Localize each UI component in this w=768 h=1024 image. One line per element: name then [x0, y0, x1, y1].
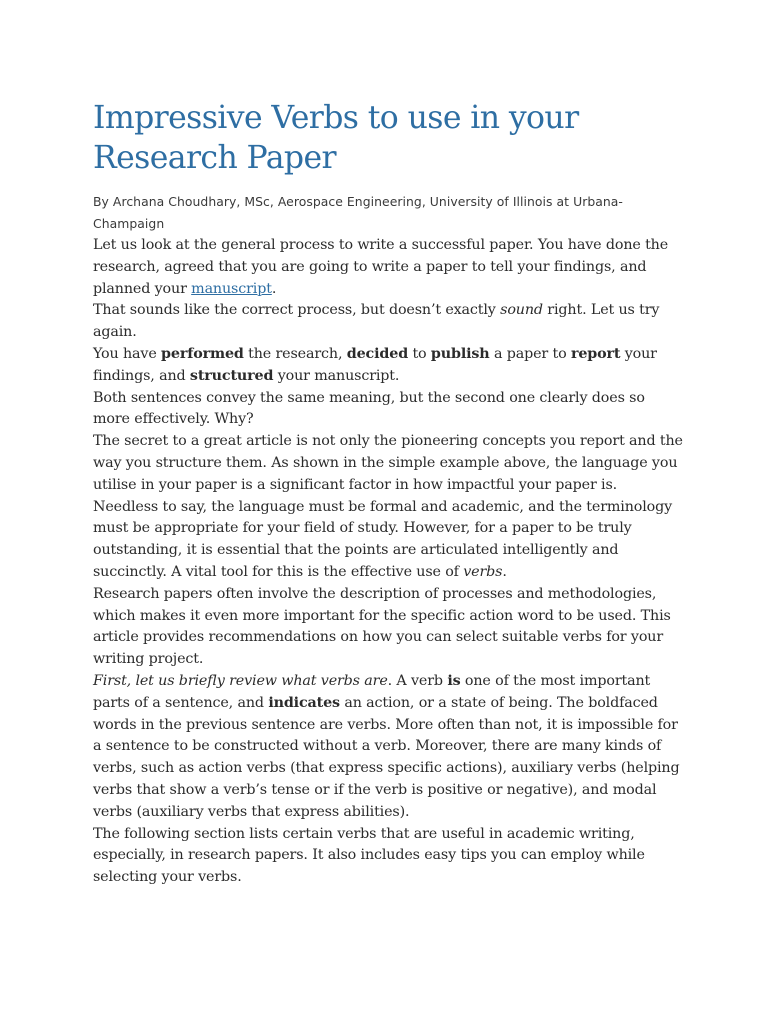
paragraph-text: a paper to — [489, 345, 571, 362]
bold-verb: indicates — [268, 694, 340, 711]
paragraph-text: your manuscript. — [273, 367, 400, 384]
paragraph-text: . — [271, 280, 277, 297]
paragraph-text: your findings, and — [93, 345, 657, 384]
paragraph-text: one of the most important parts of a sentence, and — [93, 672, 651, 711]
bold-verb: structured — [189, 367, 274, 384]
paragraph-text: right. Let us try again. — [93, 302, 660, 341]
author-byline: By Archana Choudhary, MSc, Aerospace Engineering, University of Illinois at Urbana-Champaign — [93, 194, 623, 231]
paragraph-text: Let us look at the general process to write a successful paper. You have done the research, agreed that you are going to write a paper to tell your findings, and planned your — [93, 237, 669, 297]
document-page — [93, 98, 683, 889]
paragraph-text: . A verb — [387, 672, 448, 689]
paragraph-verb-definition — [93, 671, 683, 824]
paragraph-text: You have — [93, 345, 162, 362]
paragraph-following-section: The following section lists certain verbs that are useful in academic writing, especially, in research papers. It also includes easy tips you can employ while selecting your verbs. — [93, 825, 645, 886]
paragraph-text: the research, — [243, 345, 347, 362]
page-title: Impressive Verbs to use in your Research Paper — [93, 100, 579, 176]
paragraph-secret — [93, 431, 683, 584]
paragraph-comparison: Both sentences convey the same meaning, but the second one clearly does so more effectively. Why? — [93, 389, 645, 428]
paragraph-text: That sounds like the correct process, but doesn’t exactly — [93, 302, 501, 319]
paragraph-text: The secret to a great article is not only the pioneering concepts you report and the way you structure them. As shown in the simple example above, the language you utilise in your paper is a significant factor in how impactful your paper is. Needless to say, the language must be formal and academic, and the terminology must be appropriate for your field of study. However, for a paper to be truly outstanding, it is essential that the points are articulated intelligently and succinctly. A vital tool for this is the effective use of — [93, 433, 683, 580]
bold-verb: publish — [430, 345, 490, 362]
bold-verb: report — [570, 345, 621, 362]
paragraph-intro — [93, 235, 683, 300]
bold-verb: is — [447, 672, 461, 689]
bold-verb: decided — [346, 345, 409, 362]
paragraph-text: . — [502, 563, 507, 580]
paragraph-example-sentence — [93, 344, 683, 388]
emphasis-text: First, let us briefly review what verbs are — [93, 672, 388, 689]
paragraph-research-papers: Research papers often involve the description of processes and methodologies, which makes it even more important for the specific action word to be used. This article provides recommendations on how you can select suitable verbs for your writing project. — [93, 585, 671, 668]
paragraph-text: to — [408, 345, 431, 362]
emphasis-text: verbs — [463, 563, 503, 580]
paragraph-text: an action, or a state of being. The boldfaced words in the previous sentence are verbs. More often than not, it is impossible for a sentence to be constructed without a verb. Moreover, there are many kinds of verbs, such as action verbs (that express specific actions), auxiliary verbs (helping verbs that show a verb’s tense or if the verb is positive or negative), and modal verbs (auxiliary verbs that express abilities). — [93, 694, 680, 820]
manuscript-link[interactable]: manuscript — [191, 280, 272, 297]
emphasis-text: sound — [500, 302, 543, 319]
paragraph-try-again — [93, 300, 683, 344]
bold-verb: performed — [161, 345, 244, 362]
